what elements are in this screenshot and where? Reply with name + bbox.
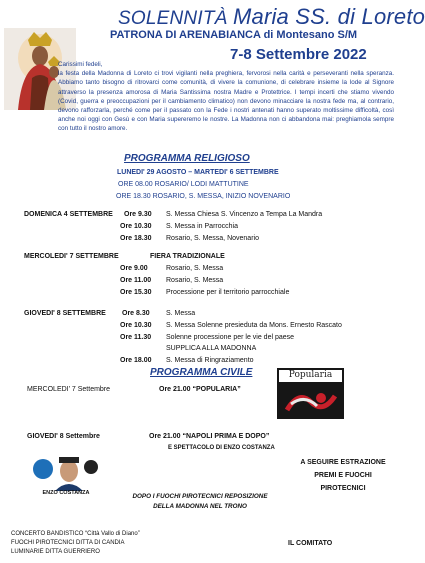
domenica-day: DOMENICA 4 SETTEMBRE <box>24 211 113 218</box>
domenica-time-2: Ore 10.30 <box>120 223 152 230</box>
domenica-desc-3: Rosario, S. Messa, Novenario <box>166 235 259 242</box>
estrazione-block <box>293 456 393 495</box>
title-solennita: SOLENNITÀ <box>118 8 228 29</box>
mercoledi-day: MERCOLEDI' 7 SETTEMBRE <box>24 253 119 260</box>
giovedi-supplica: SUPPLICA ALLA MADONNA <box>166 345 257 352</box>
mercoledi-tag: FIERA TRADIZIONALE <box>150 253 225 260</box>
letter-greeting: Carissimi fedeli, <box>58 61 103 68</box>
show-logo-name: ENZO COSTANZA <box>42 490 90 496</box>
civile-ev1-day: MERCOLEDI' 7 Settembre <box>27 386 111 393</box>
civile-ev2-sub: E SPETTACOLO DI ENZO COSTANZA <box>168 445 275 451</box>
footer-credits <box>11 530 140 557</box>
pastoral-letter <box>58 60 394 134</box>
reposizione-line-2: DELLA MADONNA NEL TRONO <box>153 503 247 510</box>
estrazione-line-2: PREMI E FUOCHI <box>314 472 372 479</box>
giovedi-time-1: Ore 8.30 <box>122 310 150 317</box>
popularia-logo-text: Popularia <box>288 370 333 380</box>
civile-title: PROGRAMMA CIVILE <box>150 367 253 378</box>
reposizione-block <box>120 492 280 512</box>
domenica-time-3: Ore 18.30 <box>120 235 152 242</box>
title-maria: Maria SS. di Loreto <box>232 4 425 29</box>
intro-line-3: ORE 18.30 ROSARIO, S. MESSA, INIZIO NOVENARIO <box>116 193 291 200</box>
credit-line-3: LUMINARIE DITTA GUERRIERO <box>11 549 100 555</box>
giovedi-time-3: Ore 11.30 <box>120 334 152 341</box>
mercoledi-time-1: Ore 9.00 <box>120 265 148 272</box>
giovedi-time-2: Ore 10.30 <box>120 322 152 329</box>
patrona-subtitle: PATRONA DI ARENABIANCA di Montesano S/M <box>110 29 358 41</box>
religioso-title: PROGRAMMA RELIGIOSO <box>124 153 250 164</box>
letter-body: la festa della Madonna di Loreto ci trovi vigilanti nella preghiera, fervorosi nella carità e perseveranti nella speranza. Abbiamo tanto bisogno di ritrovarci come comunità, di vivere la comunione, di celebrare insieme la lode al Signore attraverso la presenza amorosa di Maria Santissima nostra Madre e Protettrice. I tempi incerti che stiamo vivendo (Covid, guerra e preoccupazioni per il cambiamento climatico) non devono minacciare la nostra fede ma, al contrario, devono rafforzarla, perché come per il passato con la Fede i nostri antenati hanno superato moltissime difficoltà, così anche noi oggi con Gesù e con Maria supereremo le nostre. La Madonna non ci abbandona mai: preghiamola sempre con tutto il nostro amore. <box>58 70 394 133</box>
intro-line-1: LUNEDI' 29 AGOSTO – MARTEDI' 6 SETTEMBRE <box>117 169 279 176</box>
giovedi-desc-3: Solenne processione per le vie del paese <box>166 334 295 341</box>
page-title <box>118 4 425 30</box>
giovedi-day: GIOVEDI' 8 SETTEMBRE <box>24 310 106 317</box>
intro-line-2: ORE 08.00 ROSARIO/ LODI MATTUTINE <box>118 181 249 188</box>
domenica-time-1: Ore 9.30 <box>124 211 152 218</box>
giovedi-desc-2: S. Messa Solenne presieduta da Mons. Ernesto Rascato <box>166 322 342 329</box>
civile-ev2-desc: Ore 21.00 “NAPOLI PRIMA E DOPO” <box>149 433 270 440</box>
popularia-logo <box>277 368 344 419</box>
enzo-costanza-logo <box>29 451 103 499</box>
mercoledi-time-3: Ore 15.30 <box>120 289 152 296</box>
comitato-signature: IL COMITATO <box>288 540 333 547</box>
credit-line-2: FUOCHI PIROTECNICI DITTA DI CANDIA <box>11 540 125 546</box>
civile-ev2-day: GIOVEDI' 8 Settembre <box>27 433 100 440</box>
giovedi-desc-4: S. Messa di Ringraziamento <box>166 357 254 364</box>
festival-dates: 7-8 Settembre 2022 <box>230 46 367 63</box>
giovedi-time-4: Ore 18.00 <box>120 357 152 364</box>
mercoledi-desc-2: Rosario, S. Messa <box>166 277 224 284</box>
reposizione-line-1: DOPO I FUOCHI PIROTECNICI REPOSIZIONE <box>132 493 268 500</box>
mercoledi-time-2: Ore 11.00 <box>120 277 152 284</box>
credit-line-1: CONCERTO BANDISTICO “Città Vallo di Diano” <box>11 531 140 537</box>
civile-ev1-desc: Ore 21.00 “POPULARIA” <box>159 386 241 393</box>
domenica-desc-1: S. Messa Chiesa S. Vincenzo a Tempa La Mandra <box>166 211 323 218</box>
mercoledi-desc-3: Processione per il territorio parrocchiale <box>166 289 290 296</box>
domenica-desc-2: S. Messa in Parrocchia <box>166 223 238 230</box>
estrazione-line-3: PIROTECNICI <box>320 485 366 492</box>
mercoledi-desc-1: Rosario, S. Messa <box>166 265 224 272</box>
giovedi-desc-1: S. Messa <box>166 310 196 317</box>
estrazione-line-1: A SEGUIRE ESTRAZIONE <box>300 459 386 466</box>
